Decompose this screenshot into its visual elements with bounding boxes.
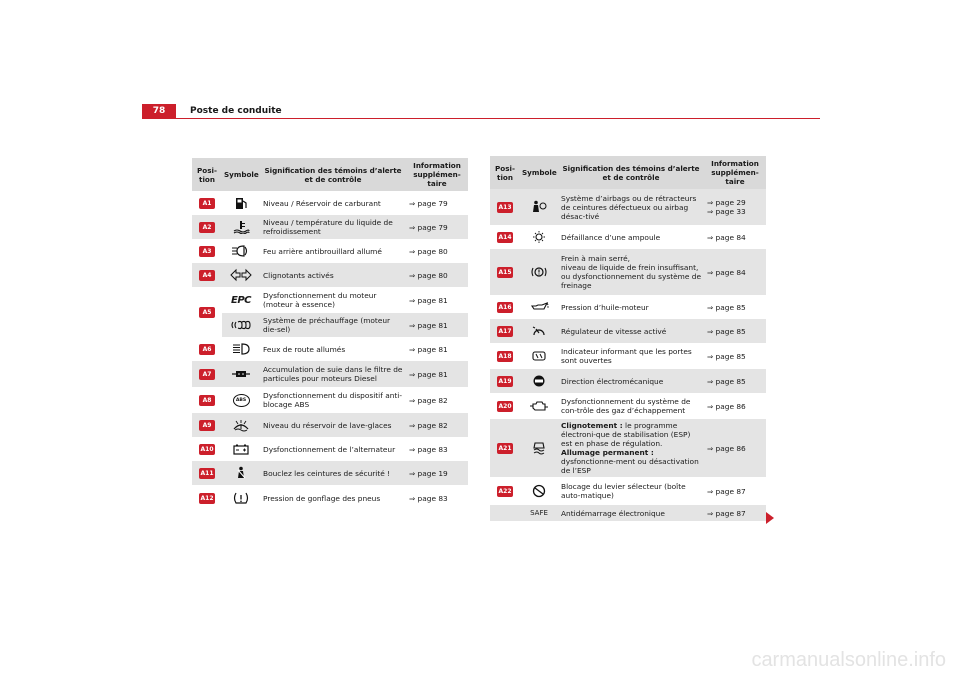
row-page-link[interactable]: ⇒ page 82 bbox=[409, 395, 448, 405]
position-badge: A6 bbox=[199, 344, 215, 355]
table-row bbox=[192, 215, 468, 239]
coolant-temperature-icon bbox=[230, 220, 252, 234]
cruise-control-icon bbox=[528, 324, 550, 338]
position-badge: A12 bbox=[200, 494, 214, 502]
row-page-link[interactable]: ⇒ page 87 bbox=[704, 505, 766, 521]
position-badge: A20 bbox=[498, 402, 512, 410]
brake-icon bbox=[528, 265, 550, 279]
row-meaning: Accumulation de suie dans le filtre de particules pour moteurs Diesel bbox=[260, 361, 406, 387]
row-meaning: Défaillance d’une ampoule bbox=[561, 232, 661, 242]
row-meaning: Pression de gonflage des pneus bbox=[263, 493, 381, 503]
row-page-link[interactable]: ⇒ page 85 bbox=[707, 302, 746, 312]
row-page-link[interactable]: ⇒ page 81 bbox=[409, 344, 448, 354]
row-page-link[interactable]: ⇒ page 81 bbox=[406, 313, 468, 337]
rear-fog-light-icon bbox=[230, 244, 252, 258]
table-row bbox=[490, 505, 766, 521]
position-badge: A15 bbox=[498, 268, 512, 276]
epc-icon: EPC bbox=[231, 294, 251, 306]
esp-label-permanent: Allumage permanent : bbox=[561, 448, 654, 457]
table-row bbox=[490, 393, 766, 419]
row-meaning: Feu arrière antibrouillard allumé bbox=[263, 246, 382, 256]
table-row bbox=[490, 369, 766, 393]
table-row bbox=[192, 437, 468, 461]
position-badge: A17 bbox=[498, 327, 512, 335]
watermark: carmanualsonline.info bbox=[751, 649, 946, 671]
gear-selector-icon bbox=[528, 484, 550, 498]
table-row bbox=[490, 419, 766, 477]
row-page-link[interactable]: ⇒ page 79 bbox=[406, 215, 468, 239]
table-row bbox=[192, 413, 468, 437]
position-badge: A7 bbox=[199, 369, 215, 380]
row-page-link[interactable]: ⇒ page 84 bbox=[707, 232, 746, 242]
row-meaning: Bouclez les ceintures de sécurité ! bbox=[260, 461, 406, 485]
row-meaning: Indicateur informant que les portes sont ouvertes bbox=[561, 347, 692, 365]
position-badge: A1 bbox=[199, 198, 215, 209]
column-header-info: Information supplémen- taire bbox=[406, 158, 468, 191]
abs-icon: ABS bbox=[233, 394, 250, 407]
row-page-link[interactable]: ⇒ page 81 bbox=[409, 295, 448, 305]
table-row bbox=[490, 249, 766, 295]
row-page-link[interactable]: ⇒ page 86 bbox=[707, 401, 746, 411]
table-row bbox=[192, 485, 468, 511]
warning-lights-table-right bbox=[490, 156, 766, 521]
row-meaning: Régulateur de vitesse activé bbox=[558, 319, 704, 343]
row-page-link[interactable]: ⇒ page 84 bbox=[704, 249, 766, 295]
row-meaning: Clignotants activés bbox=[260, 263, 406, 287]
row-page-link[interactable]: ⇒ page 85 bbox=[704, 319, 766, 343]
row-page-link[interactable]: ⇒ page 87 bbox=[707, 486, 746, 496]
turn-signal-icon bbox=[230, 268, 252, 282]
row-page-link[interactable]: ⇒ page 80 bbox=[406, 263, 468, 287]
row-page-link[interactable]: ⇒ page 85 bbox=[704, 369, 766, 393]
position-badge: A10 bbox=[200, 445, 214, 453]
table-row bbox=[490, 189, 766, 225]
position-badge: A19 bbox=[498, 377, 512, 385]
position-badge: A13 bbox=[498, 203, 512, 211]
row-meaning bbox=[558, 419, 704, 477]
table-row bbox=[192, 191, 468, 215]
fuel-pump-icon bbox=[230, 196, 252, 210]
safe-icon: SAFE bbox=[530, 509, 548, 517]
row-page-link[interactable]: ⇒ page 83 bbox=[409, 493, 448, 503]
row-meaning: Blocage du levier sélecteur (boîte auto-matique) bbox=[561, 482, 686, 500]
warning-lights-table-left bbox=[192, 158, 468, 511]
position-badge: A9 bbox=[199, 420, 215, 431]
high-beam-icon bbox=[230, 342, 252, 356]
row-meaning: Niveau du réservoir de lave-glaces bbox=[260, 413, 406, 437]
column-header-symbol: Symbole bbox=[222, 158, 260, 191]
header-rule bbox=[142, 118, 820, 119]
row-page-link[interactable]: ⇒ page 86 bbox=[704, 419, 766, 477]
row-meaning: Frein à main serré, niveau de liquide de frein insuffisant, ou dysfonctionnement du système de freinage bbox=[558, 249, 704, 295]
row-page-link[interactable]: ⇒ page 29 ⇒ page 33 bbox=[704, 189, 766, 225]
esp-label-flashing: Clignotement : bbox=[561, 421, 623, 430]
table-row bbox=[490, 343, 766, 369]
position-badge: A11 bbox=[200, 469, 214, 477]
position-badge: A5 bbox=[199, 307, 215, 318]
row-page-link[interactable]: ⇒ page 79 bbox=[409, 198, 448, 208]
row-page-link[interactable]: ⇒ page 82 bbox=[406, 413, 468, 437]
next-page-arrow-icon[interactable] bbox=[766, 512, 774, 524]
position-badge: A21 bbox=[498, 444, 512, 452]
table-row bbox=[490, 295, 766, 319]
table-row bbox=[192, 239, 468, 263]
row-meaning: Antidémarrage électronique bbox=[558, 505, 704, 521]
particle-filter-icon bbox=[230, 367, 252, 381]
column-header-info: Information supplémen- taire bbox=[704, 156, 766, 189]
tyre-pressure-icon bbox=[230, 491, 252, 505]
table-row bbox=[192, 263, 468, 287]
bulb-icon bbox=[528, 230, 550, 244]
seatbelt-icon bbox=[230, 466, 252, 480]
row-page-link[interactable]: ⇒ page 80 bbox=[409, 246, 448, 256]
table-row bbox=[192, 287, 468, 313]
esp-icon bbox=[528, 441, 550, 455]
esp-text-permanent: dysfonctionne-ment ou désactivation de l’ESP bbox=[561, 457, 699, 475]
position-badge: A4 bbox=[199, 270, 215, 281]
position-badge: A22 bbox=[498, 487, 512, 495]
row-meaning: Système d’airbags ou de rétracteurs de ceintures défectueux ou airbag désac-tivé bbox=[558, 189, 704, 225]
column-header-meaning: Signification des témoins d’alerte et de contrôle bbox=[260, 158, 406, 191]
position-badge: A18 bbox=[498, 352, 512, 360]
esp-text-flashing: le programme électroni-que de stabilisation (ESP) est en phase de régulation. bbox=[561, 421, 691, 448]
position-badge: A3 bbox=[199, 246, 215, 257]
row-page-link[interactable]: ⇒ page 19 bbox=[406, 461, 468, 485]
airbag-icon bbox=[528, 200, 550, 214]
row-meaning: Pression d’huile-moteur bbox=[561, 302, 649, 312]
column-header-position: Posi- tion bbox=[490, 156, 520, 189]
row-meaning: Dysfonctionnement du moteur (moteur à essence) bbox=[263, 291, 377, 309]
position-badge: A2 bbox=[199, 222, 215, 233]
oil-can-icon bbox=[528, 300, 550, 314]
door-open-icon bbox=[528, 349, 550, 363]
glow-plug-icon bbox=[230, 318, 252, 332]
row-meaning: Niveau / Réservoir de carburant bbox=[263, 198, 381, 208]
column-header-meaning: Signification des témoins d’alerte et de contrôle bbox=[558, 156, 704, 189]
table-row bbox=[490, 319, 766, 343]
table-row bbox=[192, 337, 468, 361]
row-meaning: Niveau / température du liquide de refroidissement bbox=[260, 215, 406, 239]
row-meaning: Feux de route allumés bbox=[263, 344, 346, 354]
table-row bbox=[490, 477, 766, 505]
row-page-link[interactable]: ⇒ page 85 bbox=[707, 351, 746, 361]
row-page-link[interactable]: ⇒ page 83 bbox=[409, 444, 448, 454]
table-row bbox=[192, 387, 468, 413]
column-header-position: Posi- tion bbox=[192, 158, 222, 191]
row-meaning: Dysfonctionnement du dispositif anti-blocage ABS bbox=[263, 391, 403, 409]
page-title: Poste de conduite bbox=[190, 106, 282, 116]
washer-fluid-icon bbox=[230, 418, 252, 432]
battery-icon bbox=[230, 442, 252, 456]
position-badge: A16 bbox=[498, 303, 512, 311]
position-badge: A14 bbox=[498, 233, 512, 241]
engine-icon bbox=[528, 399, 550, 413]
row-meaning: Dysfonctionnement de l’alternateur bbox=[263, 444, 396, 454]
page-number: 78 bbox=[142, 104, 176, 119]
table-row bbox=[192, 461, 468, 485]
row-page-link[interactable]: ⇒ page 81 bbox=[406, 361, 468, 387]
table-row bbox=[490, 225, 766, 249]
column-header-symbol: Symbole bbox=[520, 156, 558, 189]
table-row bbox=[192, 361, 468, 387]
row-meaning: Système de préchauffage (moteur die-sel) bbox=[260, 313, 406, 337]
steering-icon bbox=[528, 374, 550, 388]
position-badge: A8 bbox=[199, 395, 215, 406]
table-row bbox=[192, 313, 468, 337]
row-meaning: Dysfonctionnement du système de con-trôle des gaz d’échappement bbox=[561, 397, 691, 415]
row-meaning: Direction électromécanique bbox=[558, 369, 704, 393]
